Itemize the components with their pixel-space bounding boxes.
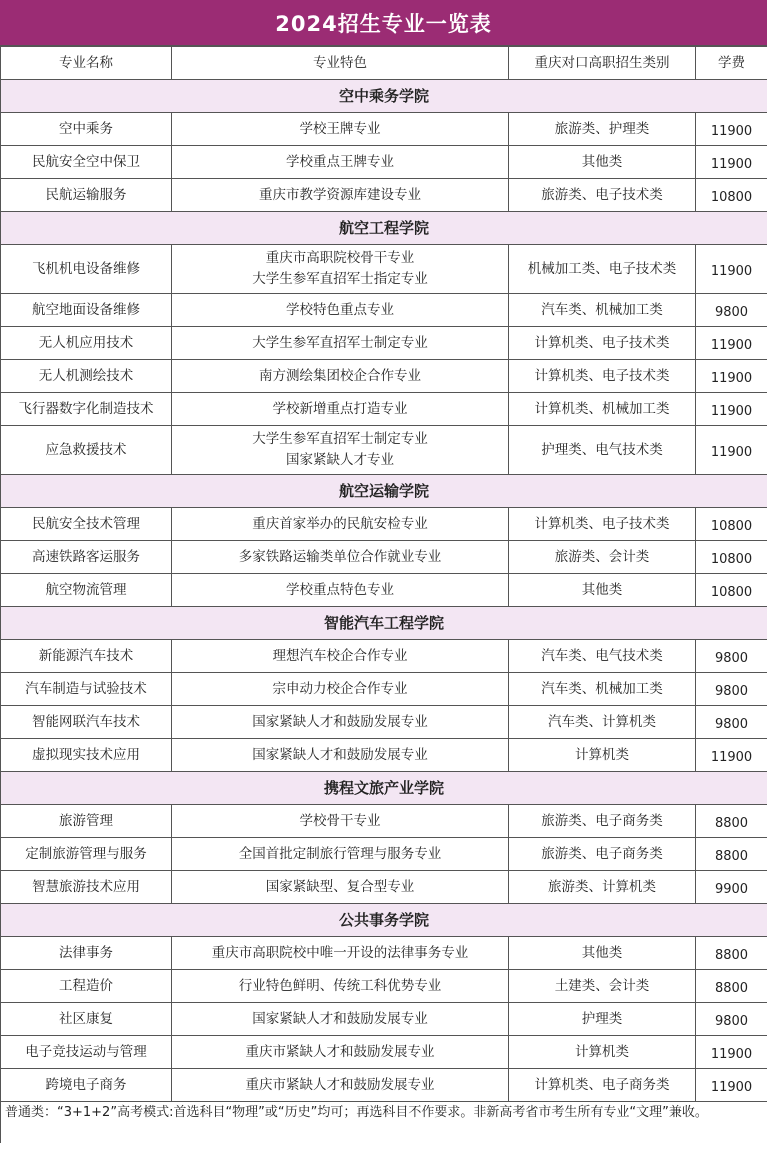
tuition-fee: 9900	[696, 871, 767, 904]
enrollment-category: 旅游类、计算机类	[509, 871, 696, 904]
major-name: 空中乘务	[1, 113, 172, 146]
table-row	[1, 541, 767, 574]
tuition-fee: 9800	[696, 673, 767, 706]
major-feature	[172, 294, 509, 327]
major-feature	[172, 426, 509, 475]
major-name: 航空物流管理	[1, 574, 172, 607]
major-name: 无人机应用技术	[1, 327, 172, 360]
footnote: 普通类：“3+1+2”高考模式:首选科目“物理”或“历史”均可；再选科目不作要求。非新高考省市考生所有专业“文理”兼收。	[1, 1102, 767, 1143]
major-feature	[172, 393, 509, 426]
header-category: 重庆对口高职招生类别	[509, 47, 696, 80]
enrollment-category: 计算机类、电子技术类	[509, 360, 696, 393]
enrollment-category: 机械加工类、电子技术类	[509, 245, 696, 294]
footnote-row	[1, 1102, 767, 1143]
feature-line: 行业特色鲜明、传统工科优势专业	[238, 977, 442, 994]
table-row	[1, 360, 767, 393]
enrollment-category: 护理类、电气技术类	[509, 426, 696, 475]
section-row	[1, 607, 767, 640]
header-major: 专业名称	[1, 47, 172, 80]
enrollment-category: 计算机类	[509, 1036, 696, 1069]
feature-line: 大学生参军直招军士指定专业	[252, 271, 428, 287]
major-feature	[172, 805, 509, 838]
feature-line: 重庆市高职院校骨干专业	[265, 250, 415, 266]
enrollment-category: 旅游类、电子技术类	[509, 179, 696, 212]
major-feature	[172, 1036, 509, 1069]
table-row	[1, 179, 767, 212]
major-name: 民航运输服务	[1, 179, 172, 212]
feature-line: 学校骨干专业	[299, 812, 381, 829]
major-feature	[172, 871, 509, 904]
major-name: 工程造价	[1, 970, 172, 1003]
major-feature	[172, 327, 509, 360]
tuition-fee: 9800	[696, 294, 767, 327]
major-feature	[172, 1069, 509, 1102]
table-row	[1, 970, 767, 1003]
tuition-fee: 8800	[696, 937, 767, 970]
major-name: 电子竞技运动与管理	[1, 1036, 172, 1069]
major-feature	[172, 179, 509, 212]
feature-line: 学校特色重点专业	[286, 301, 394, 318]
tuition-fee: 9800	[696, 706, 767, 739]
table-row	[1, 245, 767, 294]
table-row	[1, 739, 767, 772]
table-row	[1, 294, 767, 327]
major-feature	[172, 113, 509, 146]
enrollment-category: 汽车类、电气技术类	[509, 640, 696, 673]
table-row	[1, 706, 767, 739]
tuition-fee: 11900	[696, 393, 767, 426]
feature-line: 学校重点王牌专业	[286, 153, 394, 170]
feature-line: 大学生参军直招军士制定专业	[252, 431, 428, 447]
feature-line: 理想汽车校企合作专业	[272, 647, 408, 664]
table-row	[1, 640, 767, 673]
table-row	[1, 871, 767, 904]
major-feature	[172, 245, 509, 294]
majors-table-body	[1, 47, 767, 1143]
major-name: 飞机机电设备维修	[1, 245, 172, 294]
major-feature	[172, 739, 509, 772]
major-name: 法律事务	[1, 937, 172, 970]
section-row	[1, 212, 767, 245]
major-feature	[172, 1003, 509, 1036]
table-row	[1, 146, 767, 179]
major-feature	[172, 673, 509, 706]
tuition-fee: 11900	[696, 245, 767, 294]
feature-line: 国家紧缺人才和鼓励发展专业	[252, 1010, 428, 1027]
feature-line: 重庆市教学资源库建设专业	[259, 186, 421, 203]
enrollment-category: 旅游类、电子商务类	[509, 805, 696, 838]
table-row	[1, 937, 767, 970]
major-name: 高速铁路客运服务	[1, 541, 172, 574]
section-row	[1, 772, 767, 805]
major-name: 旅游管理	[1, 805, 172, 838]
table-row	[1, 113, 767, 146]
feature-line: 宗申动力校企合作专业	[272, 680, 408, 697]
table-row	[1, 426, 767, 475]
tuition-fee: 11900	[696, 1069, 767, 1102]
tuition-fee: 11900	[696, 146, 767, 179]
enrollment-category: 计算机类、电子商务类	[509, 1069, 696, 1102]
major-name: 跨境电子商务	[1, 1069, 172, 1102]
major-name: 飞行器数字化制造技术	[1, 393, 172, 426]
major-feature	[172, 146, 509, 179]
tuition-fee: 11900	[696, 426, 767, 475]
enrollment-category: 护理类	[509, 1003, 696, 1036]
major-feature	[172, 970, 509, 1003]
feature-line: 学校新增重点打造专业	[272, 400, 408, 417]
enrollment-category: 土建类、会计类	[509, 970, 696, 1003]
enrollment-category: 旅游类、电子商务类	[509, 838, 696, 871]
feature-line: 多家铁路运输类单位合作就业专业	[238, 548, 442, 565]
table-row	[1, 838, 767, 871]
feature-line: 重庆市紧缺人才和鼓励发展专业	[245, 1043, 435, 1060]
major-name: 社区康复	[1, 1003, 172, 1036]
major-feature	[172, 360, 509, 393]
major-name: 民航安全技术管理	[1, 508, 172, 541]
feature-line: 国家紧缺人才和鼓励发展专业	[252, 746, 428, 763]
major-name: 民航安全空中保卫	[1, 146, 172, 179]
section-row	[1, 475, 767, 508]
table-row	[1, 327, 767, 360]
tuition-fee: 8800	[696, 805, 767, 838]
header-feature: 专业特色	[172, 47, 509, 80]
feature-line: 重庆市高职院校中唯一开设的法律事务专业	[211, 944, 469, 961]
feature-line: 学校王牌专业	[299, 120, 381, 137]
enrollment-category: 其他类	[509, 937, 696, 970]
major-name: 无人机测绘技术	[1, 360, 172, 393]
tuition-fee: 11900	[696, 360, 767, 393]
table-row	[1, 393, 767, 426]
tuition-fee: 10800	[696, 179, 767, 212]
tuition-fee: 10800	[696, 508, 767, 541]
table-row	[1, 1003, 767, 1036]
enrollment-category: 汽车类、机械加工类	[509, 673, 696, 706]
tuition-fee: 10800	[696, 574, 767, 607]
table-row	[1, 574, 767, 607]
major-name: 智能网联汽车技术	[1, 706, 172, 739]
enrollment-category: 计算机类	[509, 739, 696, 772]
feature-line: 南方测绘集团校企合作专业	[259, 367, 421, 384]
table-row	[1, 1069, 767, 1102]
section-title: 航空运输学院	[1, 475, 767, 508]
enrollment-category: 旅游类、会计类	[509, 541, 696, 574]
header-fee: 学费	[696, 47, 767, 80]
enrollment-category: 计算机类、电子技术类	[509, 327, 696, 360]
section-row	[1, 80, 767, 113]
major-feature	[172, 937, 509, 970]
tuition-fee: 11900	[696, 1036, 767, 1069]
page-title: 2024招生专业一览表	[0, 0, 767, 46]
feature-line: 国家紧缺人才专业	[286, 452, 394, 468]
table-header-row	[1, 47, 767, 80]
major-name: 汽车制造与试验技术	[1, 673, 172, 706]
section-row	[1, 904, 767, 937]
feature-line: 国家紧缺型、复合型专业	[265, 878, 415, 895]
enrollment-category: 计算机类、机械加工类	[509, 393, 696, 426]
enrollment-category: 汽车类、机械加工类	[509, 294, 696, 327]
feature-line: 全国首批定制旅行管理与服务专业	[238, 845, 442, 862]
table-row	[1, 673, 767, 706]
major-feature	[172, 640, 509, 673]
enrollment-category: 其他类	[509, 146, 696, 179]
tuition-fee: 8800	[696, 970, 767, 1003]
enrollment-category: 其他类	[509, 574, 696, 607]
major-feature	[172, 706, 509, 739]
major-name: 虚拟现实技术应用	[1, 739, 172, 772]
feature-line: 重庆市紧缺人才和鼓励发展专业	[245, 1076, 435, 1093]
tuition-fee: 11900	[696, 739, 767, 772]
major-name: 应急救援技术	[1, 426, 172, 475]
section-title: 携程文旅产业学院	[1, 772, 767, 805]
major-feature	[172, 838, 509, 871]
major-name: 智慧旅游技术应用	[1, 871, 172, 904]
tuition-fee: 9800	[696, 1003, 767, 1036]
section-title: 空中乘务学院	[1, 80, 767, 113]
table-row	[1, 1036, 767, 1069]
feature-line: 重庆首家举办的民航安检专业	[252, 515, 428, 532]
tuition-fee: 11900	[696, 113, 767, 146]
enrollment-category: 旅游类、护理类	[509, 113, 696, 146]
tuition-fee: 8800	[696, 838, 767, 871]
major-feature	[172, 508, 509, 541]
feature-line: 学校重点特色专业	[286, 581, 394, 598]
major-name: 定制旅游管理与服务	[1, 838, 172, 871]
table-row	[1, 508, 767, 541]
table-row	[1, 805, 767, 838]
section-title: 航空工程学院	[1, 212, 767, 245]
tuition-fee: 11900	[696, 327, 767, 360]
enrollment-category: 汽车类、计算机类	[509, 706, 696, 739]
majors-table	[0, 46, 767, 1143]
major-feature	[172, 574, 509, 607]
section-title: 智能汽车工程学院	[1, 607, 767, 640]
feature-line: 国家紧缺人才和鼓励发展专业	[252, 713, 428, 730]
major-name: 航空地面设备维修	[1, 294, 172, 327]
tuition-fee: 10800	[696, 541, 767, 574]
enrollment-category: 计算机类、电子技术类	[509, 508, 696, 541]
feature-line: 大学生参军直招军士制定专业	[252, 334, 428, 351]
major-feature	[172, 541, 509, 574]
section-title: 公共事务学院	[1, 904, 767, 937]
major-name: 新能源汽车技术	[1, 640, 172, 673]
tuition-fee: 9800	[696, 640, 767, 673]
